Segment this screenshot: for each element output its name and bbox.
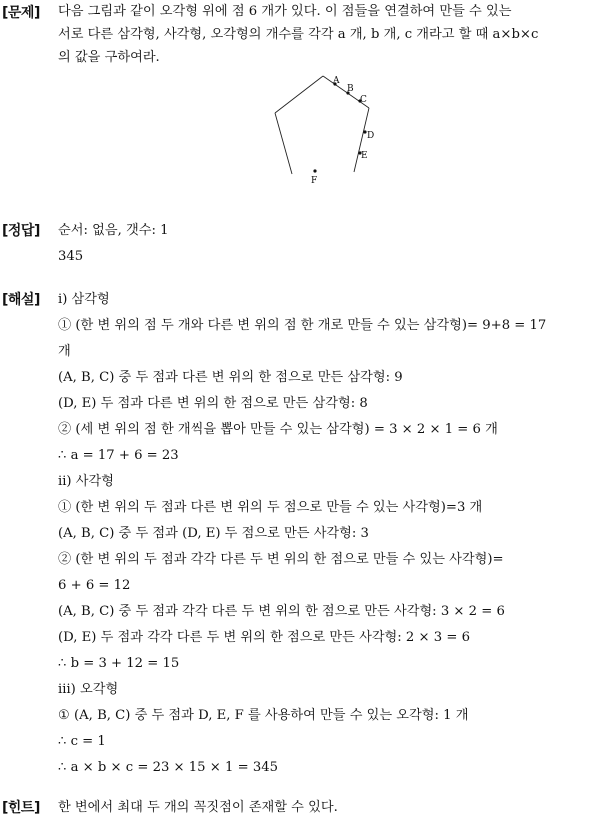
solution-line: ① (A, B, C) 중 두 점과 D, E, F 를 사용하여 만들 수 있는 오각형: 1 개 xyxy=(58,708,469,723)
solution-line: (D, E) 두 점과 다른 변 위의 한 점으로 만든 삼각형: 8 xyxy=(58,396,368,411)
solution-line: ① (한 변 위의 점 두 개와 다른 변 위의 점 한 개로 만들 수 있는 삼각형)= 9+8 = 17 xyxy=(58,318,547,333)
solution-line: ⅰ) 삼각형 xyxy=(58,292,110,307)
solution-line: 개 xyxy=(58,344,71,359)
solution-line: ∴ a × b × c = 23 × 15 × 1 = 345 xyxy=(58,760,278,775)
solution-line: ∴ a = 17 + 6 = 23 xyxy=(58,448,179,463)
problem-text xyxy=(58,2,592,71)
solution-line: ② (한 변 위의 두 점과 각각 다른 두 변 위의 한 점으로 만들 수 있는 사각형)= xyxy=(58,552,504,567)
hint-tag: [힌트] xyxy=(2,800,40,816)
point-b-label: B xyxy=(347,84,354,94)
problem-line: 의 값을 구하여라. xyxy=(58,50,160,65)
pentagon-edge xyxy=(275,76,323,113)
point-c-label: C xyxy=(360,95,367,105)
answer-line: 순서: 없음, 갯수: 1 xyxy=(58,223,169,238)
pentagon-diagram xyxy=(268,72,388,187)
solution-line: ∴ b = 3 + 12 = 15 xyxy=(58,656,180,671)
solution-line: ∴ c = 1 xyxy=(58,734,106,749)
point-d-label: D xyxy=(367,131,375,141)
solution-line: 6 + 6 = 12 xyxy=(58,578,131,593)
solution-line: (A, B, C) 중 두 점과 각각 다른 두 변 위의 한 점으로 만든 사각형: 3 × 2 = 6 xyxy=(58,604,505,619)
solution-line: (A, B, C) 중 두 점과 다른 변 위의 한 점으로 만든 삼각형: 9 xyxy=(58,370,403,385)
pentagon-edge xyxy=(275,113,292,174)
point-a-label: A xyxy=(333,76,340,86)
solution-line: (D, E) 두 점과 각각 다른 두 변 위의 한 점으로 만든 사각형: 2 × 3 = 6 xyxy=(58,630,470,645)
point-f xyxy=(313,169,316,172)
point-e-label: E xyxy=(361,151,368,161)
answer-value: 345 xyxy=(58,249,84,264)
answer-text xyxy=(58,220,592,272)
point-f-label: F xyxy=(311,176,318,186)
solution-line: (A, B, C) 중 두 점과 (D, E) 두 점으로 만든 사각형: 3 xyxy=(58,526,369,541)
problem-line: 서로 다른 삼각형, 사각형, 오각형의 개수를 각각 a 개, b 개, c 개라고 할 때 a×b×c xyxy=(58,27,539,42)
solution-line: ① (한 변 위의 두 점과 다른 변 위의 두 점으로 만들 수 있는 사각형)=3 개 xyxy=(58,500,483,515)
solution-line: ⅲ) 오각형 xyxy=(58,682,119,697)
solution-text xyxy=(58,289,592,783)
pentagon-figure xyxy=(268,72,388,187)
hint-text xyxy=(58,797,592,823)
answer-tag: [정답] xyxy=(2,223,40,239)
problem-line: 다음 그림과 같이 오각형 위에 점 6 개가 있다. 이 점들을 연결하여 만들 수 있는 xyxy=(58,4,512,19)
problem-tag: [문제] xyxy=(2,5,40,21)
solution-line: ② (세 변 위의 점 한 개씩을 뽑아 만들 수 있는 삼각형) = 3 × 2 × 1 = 6 개 xyxy=(58,422,498,437)
solution-tag: [해설] xyxy=(2,292,40,308)
hint-line: 한 변에서 최대 두 개의 꼭짓점이 존재할 수 있다. xyxy=(58,800,338,815)
solution-line: ⅱ) 사각형 xyxy=(58,474,114,489)
